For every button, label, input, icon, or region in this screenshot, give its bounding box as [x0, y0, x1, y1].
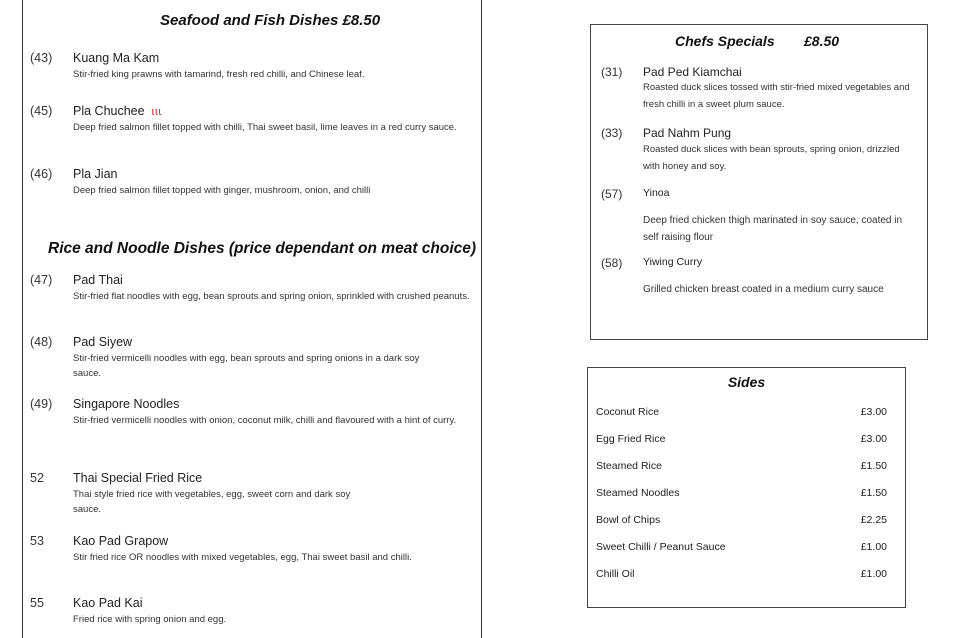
side-item [596, 487, 887, 503]
sides-title: Sides [727, 374, 766, 390]
item-name: Pad Nahm Pung [643, 126, 732, 140]
side-name: Coconut Rice [596, 406, 660, 418]
side-price: £2.25 [860, 514, 887, 526]
item-number: 53 [30, 534, 44, 548]
chefs-specials-price: £8.50 [804, 33, 840, 49]
side-item [596, 460, 887, 476]
side-price: £3.00 [860, 433, 887, 445]
side-item [596, 514, 887, 530]
chefs-specials-title: Chefs Specials [675, 33, 775, 49]
item-description: Stir-fried flat noodles with egg, bean sprouts and spring onion, sprinkled with crushed peanuts. [73, 291, 470, 302]
item-number: 52 [30, 471, 44, 485]
item-description: Roasted duck slices tossed with stir-fried mixed vegetables and fresh chilli in a sweet plum sauce. [643, 82, 910, 110]
item-number: (47) [30, 273, 53, 287]
item-description: Stir fried rice OR noodles with mixed vegetables, egg, Thai sweet basil and chilli. [73, 552, 412, 563]
side-price: £1.50 [860, 460, 887, 472]
item-description: Thai style fried rice with vegetables, egg, sweet corn and dark soy sauce. [73, 489, 351, 515]
item-description: Deep fried salmon fillet topped with ginger, mushroom, onion, and chilli [73, 185, 371, 196]
side-item [596, 541, 887, 557]
item-name: Pla Jian [73, 167, 118, 181]
seafood-section-title: Seafood and Fish Dishes £8.50 [160, 12, 381, 29]
side-price: £1.00 [860, 568, 887, 580]
item-name: Yiwing Curry [643, 256, 703, 268]
item-number: (58) [601, 256, 623, 270]
sides-box [587, 367, 906, 608]
item-number: (45) [30, 104, 53, 118]
item-name: Kao Pad Grapow [73, 534, 169, 548]
side-name: Steamed Noodles [596, 487, 680, 499]
side-item [596, 433, 887, 449]
item-description: Grilled chicken breast coated in a medium curry sauce [643, 284, 884, 295]
item-name: Kao Pad Kai [73, 596, 143, 610]
item-name: Singapore Noodles [73, 397, 180, 411]
item-description: Roasted duck slices with bean sprouts, spring onion, drizzled with honey and soy. [643, 144, 900, 172]
side-item [596, 568, 887, 584]
side-name: Bowl of Chips [596, 514, 661, 526]
item-description: Stir-fried king prawns with tamarind, fresh red chilli, and Chinese leaf. [73, 69, 365, 80]
chefs-specials-box [590, 24, 928, 340]
item-number: (33) [601, 126, 623, 140]
item-name: Pad Thai [73, 273, 123, 287]
item-name: Thai Special Fried Rice [73, 471, 203, 485]
item-name: Kuang Ma Kam [73, 51, 160, 65]
spicy-chili-icon: ɩɩɩ [148, 106, 163, 118]
item-number: (31) [601, 65, 623, 79]
side-item [596, 406, 887, 422]
item-number: (43) [30, 51, 53, 65]
item-name-wrap [73, 104, 162, 118]
rice-noodle-section-title: Rice and Noodle Dishes (price dependant on meat choice) [48, 240, 477, 257]
item-name: Pla Chuchee [73, 104, 145, 118]
item-description: Stir-fried vermicelli noodles with onion, coconut milk, chilli and flavoured with a hint of curry. [73, 415, 457, 426]
item-name: Pad Siyew [73, 335, 133, 349]
item-description: Fried rice with spring onion and egg. [73, 614, 227, 625]
side-price: £3.00 [860, 406, 887, 418]
item-number: (49) [30, 397, 53, 411]
side-name: Egg Fried Rice [596, 433, 666, 445]
side-price: £1.00 [860, 541, 887, 553]
item-name: Pad Ped Kiamchai [643, 65, 742, 79]
side-name: Steamed Rice [596, 460, 662, 472]
item-number: 55 [30, 596, 44, 610]
item-number: (57) [601, 187, 623, 201]
item-description: Deep fried salmon fillet topped with chilli, Thai sweet basil, lime leaves in a red curry sauce. [73, 122, 457, 133]
item-number: (48) [30, 335, 53, 349]
item-number: (46) [30, 167, 53, 181]
item-description: Deep fried chicken thigh marinated in soy sauce, coated in self raising flour [643, 215, 903, 243]
item-name: Yinoa [643, 187, 670, 199]
side-name: Chilli Oil [596, 568, 635, 580]
side-name: Sweet Chilli / Peanut Sauce [596, 541, 726, 553]
side-price: £1.50 [860, 487, 887, 499]
item-description: Stir-fried vermicelli noodles with egg, bean sprouts and spring onions in a dark soy sauce. [73, 353, 420, 379]
